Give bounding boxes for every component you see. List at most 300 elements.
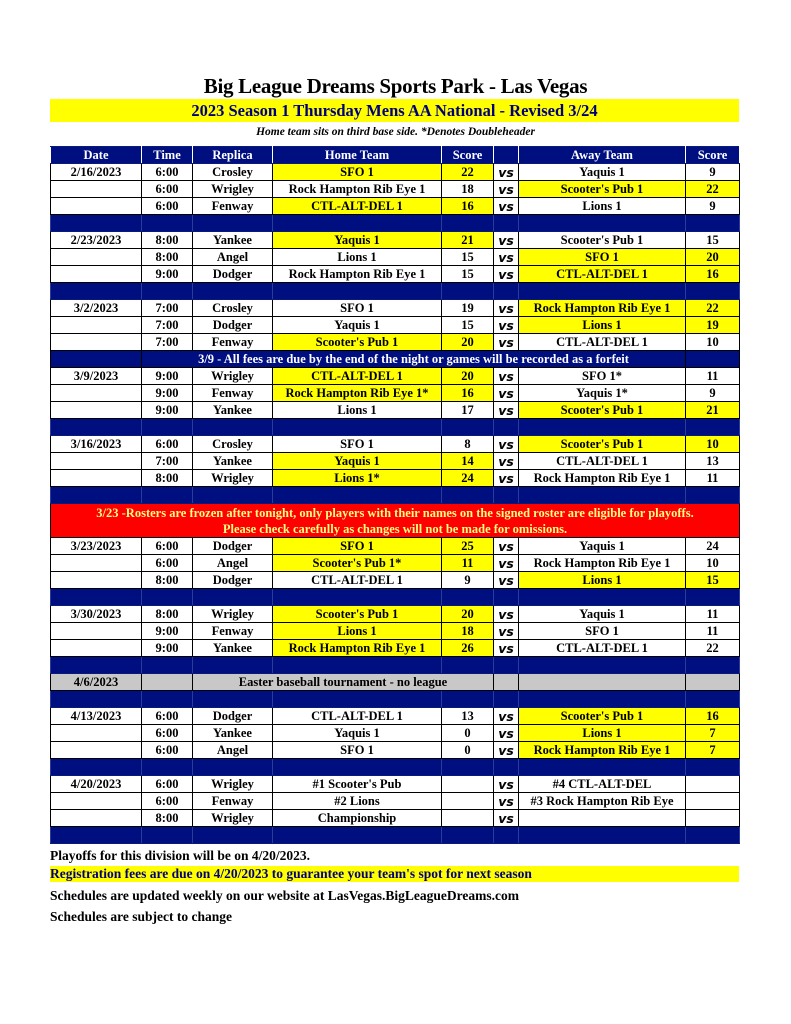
header-note: Home team sits on third base side. *Denotes Doubleheader [256, 126, 535, 138]
spacer-cell [142, 419, 193, 436]
home-score [442, 793, 494, 810]
away-team: Scooter's Pub 1 [519, 708, 686, 725]
away-score [686, 810, 740, 827]
away-score: 11 [686, 470, 740, 487]
col-header-away-score: Score [686, 147, 740, 164]
away-score: 10 [686, 334, 740, 351]
home-team: Scooter's Pub 1 [273, 334, 442, 351]
spacer-cell [193, 827, 273, 844]
page-title: Big League Dreams Sports Park - Las Vegas [203, 74, 588, 98]
home-team: Lions 1 [273, 249, 442, 266]
vs-label: vs [494, 776, 519, 793]
home-team: #1 Scooter's Pub [273, 776, 442, 793]
game-replica-field: Crosley [193, 300, 273, 317]
easter-row [51, 674, 740, 691]
away-score: 16 [686, 266, 740, 283]
home-score: 11 [442, 555, 494, 572]
away-team: Lions 1 [519, 725, 686, 742]
game-row [51, 334, 740, 351]
spacer-cell [494, 589, 519, 606]
home-team: Scooter's Pub 1 [273, 606, 442, 623]
game-time: 7:00 [142, 453, 193, 470]
spacer-cell [494, 283, 519, 300]
spacer-cell [193, 283, 273, 300]
spacer-row [51, 487, 740, 504]
spacer-cell [273, 419, 442, 436]
away-team: CTL-ALT-DEL 1 [519, 334, 686, 351]
footer-registration: Registration fees are due on 4/20/2023 to guarantee your team's spot for next season [50, 866, 739, 882]
game-row [51, 810, 740, 827]
spacer-cell [494, 215, 519, 232]
home-score: 17 [442, 402, 494, 419]
game-time: 7:00 [142, 334, 193, 351]
easter-blank [686, 674, 740, 691]
spacer-cell [51, 827, 142, 844]
spacer-cell [142, 215, 193, 232]
game-replica-field: Dodger [193, 708, 273, 725]
away-team: CTL-ALT-DEL 1 [519, 453, 686, 470]
game-row [51, 708, 740, 725]
game-replica-field: Dodger [193, 538, 273, 555]
vs-label: vs [494, 470, 519, 487]
game-date [51, 555, 142, 572]
away-score: 10 [686, 555, 740, 572]
away-team: Yaquis 1* [519, 385, 686, 402]
roster-note [51, 504, 740, 538]
home-score: 8 [442, 436, 494, 453]
spacer-cell [519, 215, 686, 232]
spacer-row [51, 691, 740, 708]
easter-date: 4/6/2023 [51, 674, 142, 691]
away-score: 15 [686, 232, 740, 249]
home-team: CTL-ALT-DEL 1 [273, 708, 442, 725]
footer-playoffs: Playoffs for this division will be on 4/20/2023. [50, 848, 311, 863]
spacer-row [51, 827, 740, 844]
vs-label: vs [494, 742, 519, 759]
game-row [51, 181, 740, 198]
away-score: 7 [686, 725, 740, 742]
home-team: Rock Hampton Rib Eye 1* [273, 385, 442, 402]
home-score: 26 [442, 640, 494, 657]
game-date: 3/23/2023 [51, 538, 142, 555]
game-row [51, 402, 740, 419]
spacer-cell [193, 657, 273, 674]
game-date [51, 317, 142, 334]
easter-blank [519, 674, 686, 691]
away-score: 11 [686, 368, 740, 385]
home-score: 15 [442, 317, 494, 334]
game-row [51, 368, 740, 385]
spacer-cell [51, 215, 142, 232]
col-header-time: Time [142, 147, 193, 164]
home-team: Rock Hampton Rib Eye 1 [273, 266, 442, 283]
spacer-cell [686, 589, 740, 606]
vs-label: vs [494, 300, 519, 317]
spacer-cell [519, 283, 686, 300]
spacer-cell [442, 759, 494, 776]
col-header-date: Date [51, 147, 142, 164]
vs-label: vs [494, 385, 519, 402]
vs-label: vs [494, 538, 519, 555]
away-team: #3 Rock Hampton Rib Eye [519, 793, 686, 810]
home-team: #2 Lions [273, 793, 442, 810]
game-time: 6:00 [142, 538, 193, 555]
game-time: 6:00 [142, 793, 193, 810]
game-row [51, 300, 740, 317]
spacer-cell [193, 691, 273, 708]
home-team: SFO 1 [273, 538, 442, 555]
game-row [51, 793, 740, 810]
game-replica-field: Wrigley [193, 470, 273, 487]
spacer-cell [142, 827, 193, 844]
fees-note-blank [51, 351, 142, 368]
spacer-cell [442, 215, 494, 232]
spacer-cell [51, 487, 142, 504]
roster-note-line1: 3/23 -Rosters are frozen after tonight, only players with their names on the signed roster are eligible for playoffs. [96, 505, 694, 520]
home-team: Lions 1 [273, 402, 442, 419]
game-replica-field: Fenway [193, 198, 273, 215]
spacer-cell [193, 419, 273, 436]
away-team: Rock Hampton Rib Eye 1 [519, 470, 686, 487]
away-score: 21 [686, 402, 740, 419]
game-time: 6:00 [142, 181, 193, 198]
spacer-cell [273, 691, 442, 708]
game-date [51, 198, 142, 215]
game-replica-field: Wrigley [193, 181, 273, 198]
home-score: 16 [442, 385, 494, 402]
spacer-cell [442, 419, 494, 436]
spacer-cell [494, 759, 519, 776]
game-row [51, 742, 740, 759]
spacer-cell [494, 657, 519, 674]
game-replica-field: Fenway [193, 385, 273, 402]
away-team: Scooter's Pub 1 [519, 402, 686, 419]
vs-label: vs [494, 402, 519, 419]
game-replica-field: Yankee [193, 402, 273, 419]
game-replica-field: Angel [193, 249, 273, 266]
roster-note-row [51, 504, 740, 538]
game-row [51, 572, 740, 589]
spacer-cell [494, 419, 519, 436]
home-score: 15 [442, 266, 494, 283]
spacer-cell [51, 657, 142, 674]
game-row [51, 470, 740, 487]
away-score [686, 776, 740, 793]
away-score: 11 [686, 606, 740, 623]
away-score: 9 [686, 385, 740, 402]
game-date: 2/16/2023 [51, 164, 142, 181]
home-team: Rock Hampton Rib Eye 1 [273, 181, 442, 198]
home-team: CTL-ALT-DEL 1 [273, 198, 442, 215]
game-time: 8:00 [142, 572, 193, 589]
game-time: 6:00 [142, 198, 193, 215]
spacer-cell [519, 657, 686, 674]
vs-label: vs [494, 623, 519, 640]
fees-note: 3/9 - All fees are due by the end of the night or games will be recorded as a forfeit [142, 351, 686, 368]
easter-blank [142, 674, 193, 691]
game-replica-field: Angel [193, 742, 273, 759]
game-row [51, 198, 740, 215]
home-score: 18 [442, 181, 494, 198]
spacer-cell [519, 487, 686, 504]
game-time: 6:00 [142, 776, 193, 793]
game-date [51, 385, 142, 402]
game-date [51, 572, 142, 589]
roster-note-line2: Please check carefully as changes will not be made for omissions. [222, 521, 568, 536]
away-team: Lions 1 [519, 572, 686, 589]
spacer-row [51, 657, 740, 674]
game-replica-field: Yankee [193, 232, 273, 249]
vs-label: vs [494, 198, 519, 215]
spacer-cell [273, 283, 442, 300]
away-team: SFO 1* [519, 368, 686, 385]
vs-label: vs [494, 793, 519, 810]
vs-label: vs [494, 810, 519, 827]
spacer-cell [686, 283, 740, 300]
away-team: SFO 1 [519, 623, 686, 640]
spacer-cell [442, 691, 494, 708]
away-score: 24 [686, 538, 740, 555]
easter-text: Easter baseball tournament - no league [193, 674, 494, 691]
game-row [51, 555, 740, 572]
away-score: 22 [686, 640, 740, 657]
away-score: 15 [686, 572, 740, 589]
spacer-cell [686, 215, 740, 232]
vs-label: vs [494, 249, 519, 266]
away-team: Scooter's Pub 1 [519, 181, 686, 198]
game-date [51, 623, 142, 640]
away-score: 13 [686, 453, 740, 470]
spacer-cell [519, 691, 686, 708]
game-row [51, 266, 740, 283]
vs-label: vs [494, 555, 519, 572]
spacer-cell [51, 419, 142, 436]
home-score [442, 810, 494, 827]
home-team: Lions 1 [273, 623, 442, 640]
spacer-cell [273, 827, 442, 844]
spacer-cell [494, 827, 519, 844]
game-row [51, 249, 740, 266]
col-header-vs [494, 147, 519, 164]
game-date [51, 266, 142, 283]
spacer-cell [142, 657, 193, 674]
game-replica-field: Yankee [193, 725, 273, 742]
col-header-home-score: Score [442, 147, 494, 164]
game-date [51, 725, 142, 742]
home-team: SFO 1 [273, 164, 442, 181]
vs-label: vs [494, 640, 519, 657]
spacer-cell [442, 283, 494, 300]
spacer-cell [193, 759, 273, 776]
away-team: Yaquis 1 [519, 538, 686, 555]
home-score [442, 776, 494, 793]
spacer-cell [193, 487, 273, 504]
vs-label: vs [494, 436, 519, 453]
away-score: 11 [686, 623, 740, 640]
away-team: Yaquis 1 [519, 164, 686, 181]
spacer-cell [51, 759, 142, 776]
away-score: 22 [686, 300, 740, 317]
footer-subject: Schedules are subject to change [50, 909, 232, 924]
home-score: 20 [442, 606, 494, 623]
game-time: 6:00 [142, 555, 193, 572]
game-time: 6:00 [142, 742, 193, 759]
away-team: Lions 1 [519, 198, 686, 215]
vs-label: vs [494, 368, 519, 385]
game-replica-field: Dodger [193, 317, 273, 334]
away-score: 9 [686, 164, 740, 181]
game-time: 9:00 [142, 385, 193, 402]
away-score: 10 [686, 436, 740, 453]
fees-note-blank [686, 351, 740, 368]
game-date [51, 181, 142, 198]
game-row [51, 606, 740, 623]
spacer-cell [442, 657, 494, 674]
home-score: 14 [442, 453, 494, 470]
game-time: 8:00 [142, 232, 193, 249]
spacer-cell [193, 215, 273, 232]
game-date [51, 249, 142, 266]
spacer-cell [51, 283, 142, 300]
away-score [686, 793, 740, 810]
game-time: 8:00 [142, 606, 193, 623]
game-date [51, 640, 142, 657]
home-team: SFO 1 [273, 436, 442, 453]
game-row [51, 725, 740, 742]
away-team: #4 CTL-ALT-DEL [519, 776, 686, 793]
game-replica-field: Dodger [193, 572, 273, 589]
game-time: 6:00 [142, 164, 193, 181]
game-replica-field: Yankee [193, 453, 273, 470]
game-date: 3/9/2023 [51, 368, 142, 385]
vs-label: vs [494, 708, 519, 725]
col-header-home-team: Home Team [273, 147, 442, 164]
col-header-replica: Replica [193, 147, 273, 164]
game-time: 6:00 [142, 725, 193, 742]
home-score: 0 [442, 725, 494, 742]
away-team: Rock Hampton Rib Eye 1 [519, 555, 686, 572]
away-score: 9 [686, 198, 740, 215]
game-date: 4/20/2023 [51, 776, 142, 793]
game-replica-field: Angel [193, 555, 273, 572]
spacer-cell [686, 657, 740, 674]
home-team: CTL-ALT-DEL 1 [273, 572, 442, 589]
home-team: Lions 1* [273, 470, 442, 487]
spacer-cell [519, 589, 686, 606]
game-date [51, 810, 142, 827]
spacer-cell [273, 487, 442, 504]
schedule-table [50, 146, 740, 844]
game-time: 8:00 [142, 249, 193, 266]
spacer-cell [273, 759, 442, 776]
game-replica-field: Wrigley [193, 606, 273, 623]
spacer-cell [142, 283, 193, 300]
home-team: Yaquis 1 [273, 317, 442, 334]
game-replica-field: Crosley [193, 436, 273, 453]
away-team: Lions 1 [519, 317, 686, 334]
spacer-cell [442, 589, 494, 606]
away-team: Rock Hampton Rib Eye 1 [519, 742, 686, 759]
home-score: 16 [442, 198, 494, 215]
game-replica-field: Fenway [193, 793, 273, 810]
game-row [51, 164, 740, 181]
home-score: 19 [442, 300, 494, 317]
game-replica-field: Yankee [193, 640, 273, 657]
spacer-cell [686, 419, 740, 436]
game-date: 3/2/2023 [51, 300, 142, 317]
game-time: 9:00 [142, 266, 193, 283]
spacer-cell [686, 691, 740, 708]
spacer-row [51, 759, 740, 776]
home-score: 13 [442, 708, 494, 725]
home-team: Championship [273, 810, 442, 827]
away-score: 7 [686, 742, 740, 759]
spacer-cell [142, 759, 193, 776]
spacer-cell [686, 487, 740, 504]
away-score: 16 [686, 708, 740, 725]
game-row [51, 538, 740, 555]
spacer-cell [442, 487, 494, 504]
away-score: 22 [686, 181, 740, 198]
footer-website: Schedules are updated weekly on our website at LasVegas.BigLeagueDreams.com [50, 888, 520, 903]
away-score: 20 [686, 249, 740, 266]
vs-label: vs [494, 334, 519, 351]
game-time: 7:00 [142, 317, 193, 334]
game-time: 6:00 [142, 708, 193, 725]
home-score: 20 [442, 368, 494, 385]
game-time: 9:00 [142, 640, 193, 657]
game-row [51, 232, 740, 249]
spacer-cell [142, 589, 193, 606]
game-row [51, 317, 740, 334]
game-time: 9:00 [142, 623, 193, 640]
home-team: SFO 1 [273, 742, 442, 759]
col-header-away-team: Away Team [519, 147, 686, 164]
spacer-cell [494, 487, 519, 504]
game-date: 3/16/2023 [51, 436, 142, 453]
vs-label: vs [494, 266, 519, 283]
home-score: 20 [442, 334, 494, 351]
home-score: 0 [442, 742, 494, 759]
game-date [51, 334, 142, 351]
game-row [51, 385, 740, 402]
table-header-row [51, 147, 740, 164]
vs-label: vs [494, 453, 519, 470]
vs-label: vs [494, 317, 519, 334]
game-replica-field: Dodger [193, 266, 273, 283]
vs-label: vs [494, 606, 519, 623]
spacer-cell [142, 487, 193, 504]
game-time: 6:00 [142, 436, 193, 453]
game-date: 2/23/2023 [51, 232, 142, 249]
spacer-cell [273, 215, 442, 232]
spacer-cell [519, 419, 686, 436]
vs-label: vs [494, 164, 519, 181]
game-replica-field: Wrigley [193, 810, 273, 827]
home-score: 18 [442, 623, 494, 640]
spacer-row [51, 215, 740, 232]
spacer-cell [494, 691, 519, 708]
spacer-cell [142, 691, 193, 708]
away-team: Scooter's Pub 1 [519, 436, 686, 453]
home-team: Scooter's Pub 1* [273, 555, 442, 572]
spacer-row [51, 283, 740, 300]
game-time: 9:00 [142, 402, 193, 419]
game-row [51, 776, 740, 793]
game-replica-field: Fenway [193, 623, 273, 640]
spacer-cell [193, 589, 273, 606]
vs-label: vs [494, 181, 519, 198]
